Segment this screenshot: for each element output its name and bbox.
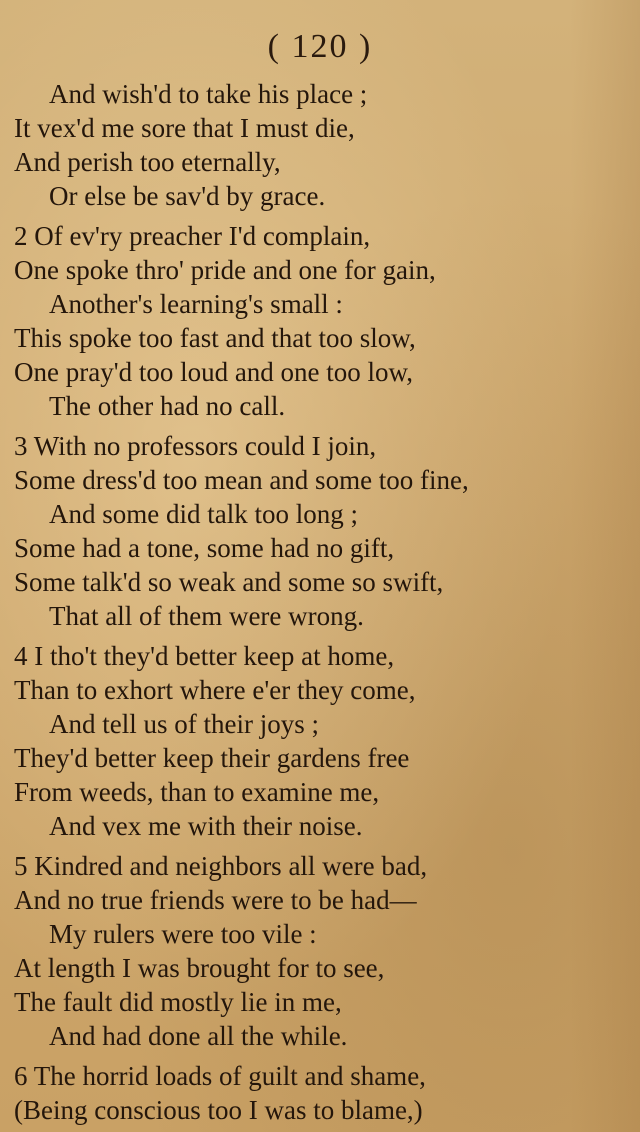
verse-line: And tell us of their joys ; <box>49 709 319 739</box>
verse-line: And wish'd to take his place ; <box>49 79 368 109</box>
stanza-2 <box>14 219 624 423</box>
stanza-3 <box>14 429 624 633</box>
verse-line: And some did talk too long ; <box>49 499 358 529</box>
verse-line: 2 Of ev'ry preacher I'd complain, <box>14 221 371 251</box>
verse-line: The other had no call. <box>49 391 286 421</box>
verse-line: That all of them were wrong. <box>49 601 364 631</box>
verse-line: (Being conscious too I was to blame,) <box>14 1095 423 1125</box>
verse-line: 4 I tho't they'd better keep at home, <box>14 641 395 671</box>
verse-line: This spoke too fast and that too slow, <box>14 323 416 353</box>
verse-line: And no true friends were to be had— <box>14 885 417 915</box>
verse-line: Or else be sav'd by grace. <box>49 181 326 211</box>
page-number: ( 120 ) <box>267 28 373 65</box>
stanza-1 <box>14 77 624 213</box>
verse-line: At length I was brought for to see, <box>14 953 385 983</box>
verse-line: Some talk'd so weak and some so swift, <box>14 567 444 597</box>
verse-line: The fault did mostly lie in me, <box>14 987 342 1017</box>
verse-line: My rulers were too vile : <box>49 919 317 949</box>
verse-line: One spoke thro' pride and one for gain, <box>14 255 436 285</box>
verse-line: One pray'd too loud and one too low, <box>14 357 414 387</box>
verse-line: And vex me with their noise. <box>49 811 363 841</box>
verse-line: Another's learning's small : <box>49 289 343 319</box>
verse-line: 3 With no professors could I join, <box>14 431 377 461</box>
hymn-text <box>14 77 624 1127</box>
verse-line: Some had a tone, some had no gift, <box>14 533 395 563</box>
verse-line: Than to exhort where e'er they come, <box>14 675 416 705</box>
stanza-6 <box>14 1059 624 1127</box>
stanza-5 <box>14 849 624 1053</box>
verse-line: And had done all the while. <box>49 1021 348 1051</box>
verse-line: Some dress'd too mean and some too fine, <box>14 465 469 495</box>
stanza-4 <box>14 639 624 843</box>
verse-line: From weeds, than to examine me, <box>14 777 380 807</box>
verse-line: 6 The horrid loads of guilt and shame, <box>14 1061 426 1091</box>
verse-line: It vex'd me sore that I must die, <box>14 113 355 143</box>
verse-line: They'd better keep their gardens free <box>14 743 410 773</box>
verse-line: And perish too eternally, <box>14 147 281 177</box>
verse-line: 5 Kindred and neighbors all were bad, <box>14 851 428 881</box>
